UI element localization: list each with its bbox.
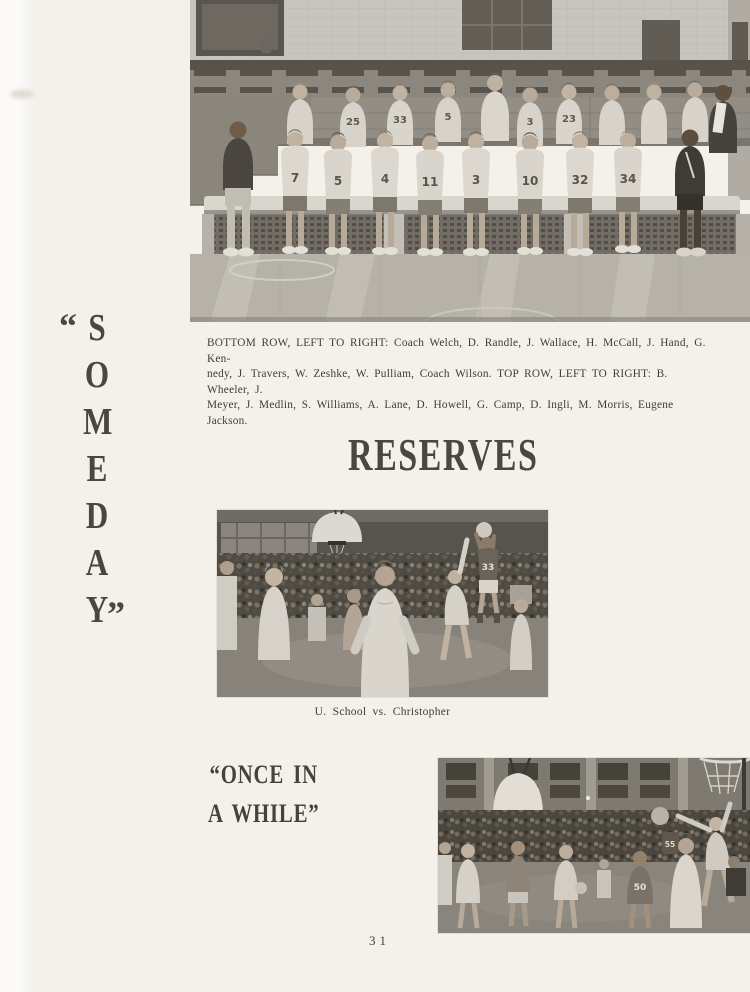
player-figure <box>597 859 611 898</box>
caption-line-1: BOTTOM ROW, LEFT TO RIGHT: Coach Welch, D. Randle, J. Wallace, H. McCall, J. Hand, G. Ken- <box>207 337 706 365</box>
jersey-number: 5 <box>444 112 452 123</box>
action-photo-2 <box>438 758 750 933</box>
player-figure <box>438 842 452 905</box>
jersey-number: 3 <box>471 173 481 187</box>
vertical-title-letter: Y <box>85 589 109 631</box>
pull-quote-once-in-a-while <box>192 755 336 833</box>
jersey-number: 7 <box>290 171 300 185</box>
pull-quote-line-2: A WHILE” <box>208 799 320 828</box>
vertical-title-letter: M <box>83 401 113 443</box>
caption-line-2: nedy, J. Travers, W. Zeshke, W. Pulliam, Coach Wilson. TOP ROW, LEFT TO RIGHT: B. Wheeler, J. <box>207 368 668 396</box>
jersey-number: 33 <box>393 115 407 126</box>
close-quote: ” <box>107 594 125 634</box>
vertical-title-letter: O <box>84 354 110 396</box>
page-number: 31 <box>369 933 390 948</box>
gym-windows <box>438 758 750 810</box>
crowd-player-figure <box>662 832 679 854</box>
jersey-number: 34 <box>619 172 637 186</box>
jersey-number: 33 <box>481 563 495 573</box>
gym-windows <box>221 523 317 553</box>
jersey-number: 4 <box>380 172 390 186</box>
vertical-title-letter: D <box>85 495 109 537</box>
action-photo-1-caption: U. School vs. Christopher <box>314 706 451 718</box>
jersey-number: 32 <box>571 173 589 187</box>
section-heading-reserves: RESERVES <box>348 429 539 480</box>
vertical-title-letter: S <box>88 307 106 349</box>
jersey-number: 23 <box>562 114 576 125</box>
gym-floor <box>190 254 750 322</box>
action-photo-1 <box>217 510 548 697</box>
caption-line-3: Meyer, J. Medlin, S. Williams, A. Lane, D. Howell, G. Camp, D. Ingli, M. Morris, Eugene Jackson. <box>207 399 674 427</box>
jersey-number: 25 <box>346 117 360 128</box>
jersey-number: 55 <box>664 840 676 849</box>
jersey-number: 5 <box>333 174 343 188</box>
jersey-number: 10 <box>521 174 539 188</box>
pull-quote-line-1: “ONCE IN <box>209 760 319 789</box>
paper-smudge <box>10 90 34 98</box>
open-quote: “ <box>59 306 77 346</box>
crowd <box>438 810 750 868</box>
vertical-title-letter: A <box>85 542 109 584</box>
jersey-number: 50 <box>633 883 647 893</box>
jersey-number: 3 <box>526 117 534 128</box>
team-photo <box>190 0 750 322</box>
jersey-number: 11 <box>421 175 439 189</box>
vertical-title-letter: E <box>86 448 108 490</box>
vertical-title-someday <box>59 306 125 637</box>
team-photo-caption <box>207 336 713 430</box>
